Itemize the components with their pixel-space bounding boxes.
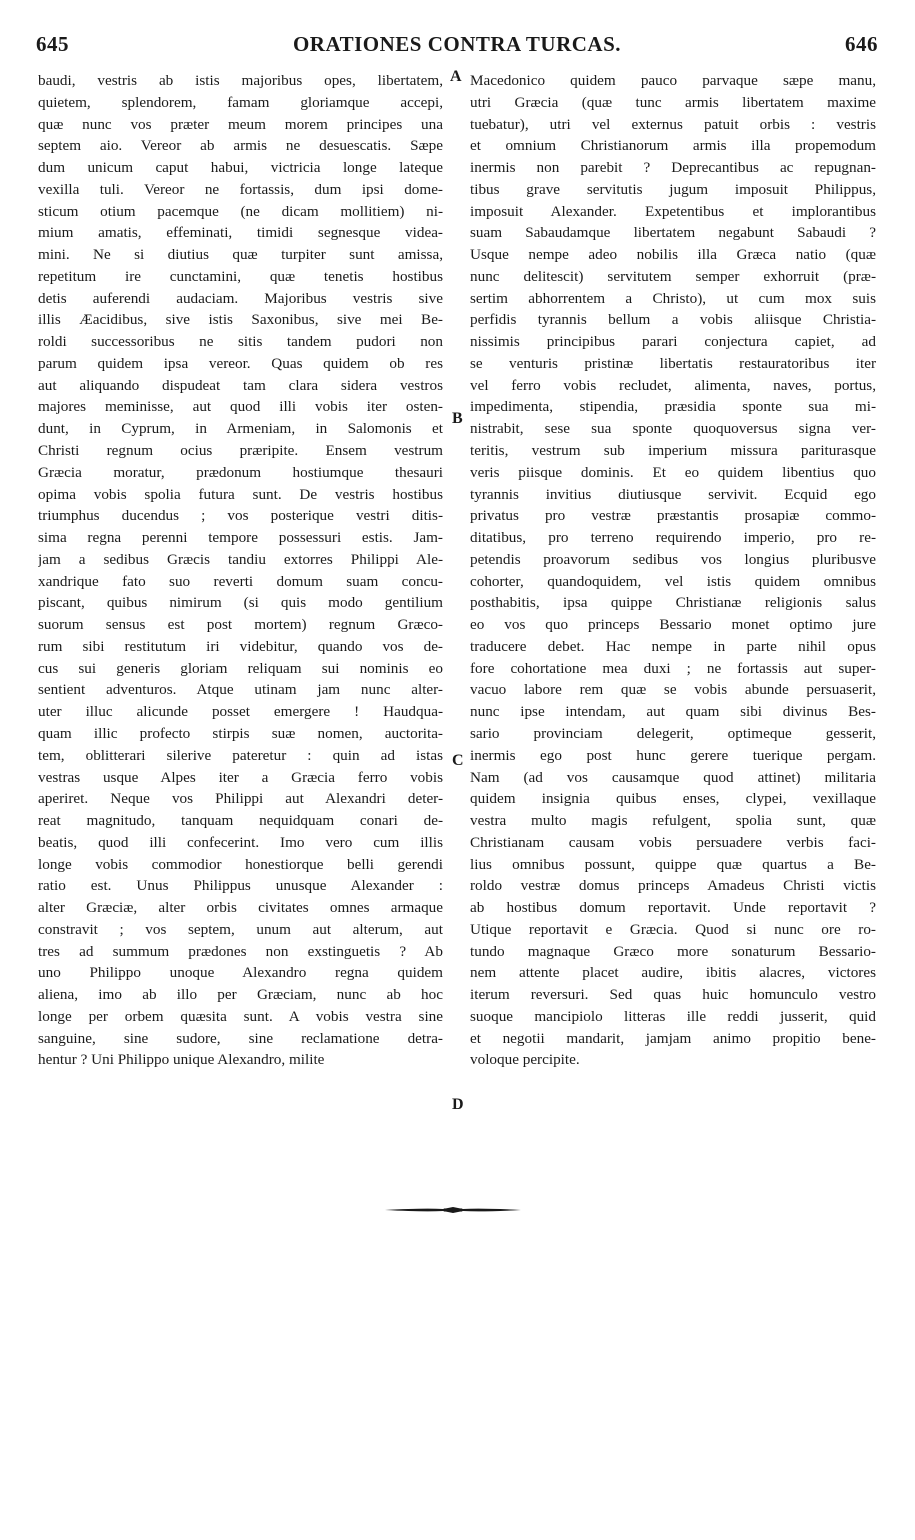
right-column-line: cohorter, quandoquidem, vel istis quidem omnibus (470, 572, 876, 590)
left-column-line: alter Græciæ, alter orbis civitates omnes armaque (38, 899, 443, 917)
right-column-line: et omnium Christianorum armis illa propemodum (470, 137, 876, 155)
right-column-line: fore cohortatione mea duxi ; ne fortassis aut super- (470, 659, 876, 677)
right-column-line: inermis ego post hunc gerere tuerique pergam. (470, 746, 876, 764)
left-column-line: baudi, vestris ab istis majoribus opes, libertatem, (38, 72, 443, 89)
right-column-line: roldo vestræ domus princeps Amadeus Christi victis (470, 877, 876, 895)
right-column-line: et negotii mandarit, jamjam animo propitio bene- (470, 1029, 876, 1047)
right-column-line: Macedonico quidem pauco parvaque sæpe manu, (470, 72, 876, 89)
section-marker-c: C (452, 752, 464, 769)
running-header (36, 32, 878, 62)
left-column-line: dum unicum caput habui, victricia longe lateque (38, 159, 443, 177)
left-column-line: mini. Ne si diutius quæ turpiter sunt amissa, (38, 246, 443, 264)
right-column-line: teritis, vestrum sub imperium missura pariturasque (470, 442, 876, 460)
right-column-line: vel ferro vobis recludet, alimenta, naves, portus, (470, 376, 876, 394)
right-column-line: Christianam causam vobis persuadere verbis faci- (470, 833, 876, 851)
right-column-line: perfidis tyrannis bellum a vobis aliisque Christia- (470, 311, 876, 329)
right-column-line: nem attente placet audire, ibitis alacres, victores (470, 964, 876, 982)
right-column-line: utri Græcia (quæ tunc armis libertatem maxime (470, 93, 876, 111)
right-column-line: petendis proavorum sedibus vos longius pluribusve (470, 550, 876, 568)
left-column-line: sentient adventuros. Atque utinam jam nunc alter- (38, 681, 443, 699)
left-column-line: parum quidem ipsa vereor. Quas quidem ob res (38, 354, 443, 372)
right-column-line: suam Sabaudamque libertatem negabunt Sabaudi ? (470, 224, 876, 242)
section-marker-b: B (452, 410, 463, 427)
right-column-line: sario provinciam delegerit, optimeque gesserit, (470, 724, 876, 742)
left-column-line: longe per orbem quæsita sunt. A vobis vestra sine (38, 1007, 443, 1025)
left-column-line: reat magnitudo, tanquam nequidquam conari de- (38, 812, 443, 830)
right-column-line: vestra multo magis refulgent, spolia sunt, quæ (470, 812, 876, 830)
left-column-line: sima regna perenni tempore possessuri estis. Jam- (38, 529, 443, 547)
right-column-line: veris piisque dominis. Et eo quidem libentius quo (470, 463, 876, 481)
right-column-line: eo vos quo princeps Bessario monet optimo jure (470, 616, 876, 634)
running-title: ORATIONES CONTRA TURCAS. (292, 32, 622, 56)
left-column-line: tres ad summum prædones non exstinguetis ? Ab (38, 942, 443, 960)
section-marker-d: D (452, 1096, 464, 1113)
left-column-line: hentur ? Uni Philippo unique Alexandro, milite (38, 1051, 325, 1069)
left-column-line: Græcia moratur, prædonum hostiumque thesauri (38, 463, 443, 481)
right-column-line: inermis non parebit ? Deprecantibus ac repugnan- (470, 159, 876, 177)
right-column-line: privatus pro vestræ præstantis prosapiæ commo- (470, 507, 876, 525)
left-column-line: septem aio. Vereor ab armis ne desuescatis. Sæpe (38, 137, 443, 155)
left-column-line: quæ nunc vos præter meum morem principes una (38, 115, 443, 133)
tailpiece-ornament (383, 1204, 523, 1216)
right-column-line: vacuo labore rem quæ se vobis abunde persuaserit, (470, 681, 876, 699)
right-column-line: sertim abhorrentem a Christo), ut cum mox suis (470, 289, 876, 307)
right-column-line: posthabitis, ipsa quippe Christianæ religionis salus (470, 594, 876, 612)
right-column-line: iterum reversuri. Sed quas huic homunculo vestro (470, 986, 876, 1004)
page-number-right: 646 (845, 32, 878, 56)
left-column-line: longe vobis commodior honestiorque belli gerendi (38, 855, 443, 873)
right-column-line: Usque nempe adeo nobilis illa Græca natio (quæ (470, 246, 876, 264)
left-column-line: triumphus ducendus ; vos posterique vestri ditis- (38, 507, 443, 525)
left-column-line: detis auferendi audaciam. Majoribus vestris sive (38, 289, 443, 307)
right-column-line: ab hostibus domum reportavit. Unde reportavit ? (470, 899, 876, 917)
left-column-line: rum sibi restitutum iri videbitur, quando vos de- (38, 637, 443, 655)
right-column-line: suoque mancipiolo litteras ille reddi jusserit, quid (470, 1007, 876, 1025)
left-column-line: tem, oblitterari silerive pateretur : quin ad istas (38, 746, 443, 764)
right-column-line: tundo magnaque Græco more sonaturum Bessario- (470, 942, 876, 960)
left-column-line: quam illic profecto stirpis suæ nomen, auctorita- (38, 724, 443, 742)
left-column-line: constravit ; vos septem, unum aut alterum, aut (38, 920, 443, 938)
right-column-line: Utique reportavit e Græcia. Quod si nunc ore ro- (470, 920, 876, 938)
right-column-line: tibus grave servitutis jugum imposuit Philippus, (470, 180, 876, 198)
left-column-line: uter illuc alicunde posset emergere ! Haudqua- (38, 703, 443, 721)
right-column-line: lius omnibus possunt, quippe quæ quartus a Be- (470, 855, 876, 873)
right-column-line: Nam (ad vos causamque quod attinet) militaria (470, 768, 876, 786)
section-marker-a: A (450, 68, 462, 85)
left-column-line: mium amatis, effeminati, timidi segnesque videa- (38, 224, 443, 242)
left-column-line: dunt, in Cyprum, in Armeniam, in Salomonis et (38, 420, 443, 438)
left-column-line: jam a sedibus Græcis tandiu extorres Philippi Ale- (38, 550, 443, 568)
left-column-line: opima vobis spolia futura sunt. De vestris hostibus (38, 485, 443, 503)
left-column-line: majores meminisse, aut quod illi vobis iter osten- (38, 398, 443, 416)
right-column-line: nissimis principibus parari conjectura capiet, ad (470, 333, 876, 351)
left-column-line: piscant, quibus nimirum (si quis modo gentilium (38, 594, 443, 612)
right-column-line: nistrabit, sese sua sponte quoquoversus signa ver- (470, 420, 876, 438)
left-column-line: Christi regnum ocius præripite. Ensem vestrum (38, 442, 443, 460)
left-column-line: uno Philippo unoque Alexandro regna quidem (38, 964, 443, 982)
left-column-line: xandrique fato suo reverti domum suam concu- (38, 572, 443, 590)
left-column-line: ratio est. Unus Philippus unusque Alexander : (38, 877, 443, 895)
right-text-column (470, 70, 876, 1071)
right-column-line: quidem insignia quibus enses, clypei, vexillaque (470, 790, 876, 808)
right-column-line: nunc delitescit) servitutem semper exhorruit (præ- (470, 267, 876, 285)
right-column-line: imposuit Alexander. Expetentibus et implorantibus (470, 202, 876, 220)
left-column-line: vexilla tuli. Vereor ne fortassis, dum ipsi dome- (38, 180, 443, 198)
left-column-line: aut aliquando dispudeat tam clara sidera vestros (38, 376, 443, 394)
left-column-line: roldi successoribus ne sitis tandem pudori non (38, 333, 443, 351)
left-column-line: aperiret. Neque vos Philippi aut Alexandri deter- (38, 790, 443, 808)
left-column-line: repetitum ire cunctamini, quæ tenetis hostibus (38, 267, 443, 285)
left-column-line: sanguine, sine sudore, sine reclamatione detra- (38, 1029, 443, 1047)
left-column-line: quietem, splendorem, famam gloriamque accepi, (38, 93, 443, 111)
left-column-line: suorum sensus est post mortem) regnum Græco- (38, 616, 443, 634)
left-column-line: aliena, imo ab illo per Græciam, nunc ab hoc (38, 986, 443, 1004)
right-column-line: tyrannis invitius diutiusque servivit. Ecquid ego (470, 485, 876, 503)
right-column-line: voloque percipite. (470, 1051, 580, 1069)
right-column-line: ditatibus, pro terreno requirendo imperio, pro re- (470, 529, 876, 547)
right-column-line: impedimenta, stipendia, præsidia sponte sua mi- (470, 398, 876, 416)
left-column-line: sticum otium pacemque (ne dicam mollitiem) ni- (38, 202, 443, 220)
left-column-line: beatis, quod illi confecerint. Imo vero cum illis (38, 833, 443, 851)
right-column-line: tuebatur), utri vel externus patuit orbis : vestris (470, 115, 876, 133)
left-column-line: illis Æacidibus, sive istis Saxonibus, sive mei Be- (38, 311, 443, 329)
right-column-line: nunc ipse intendam, aut quam sibi divinus Bes- (470, 703, 876, 721)
left-column-line: vestras usque Alpes iter a Græcia ferro vobis (38, 768, 443, 786)
page-number-left: 645 (36, 32, 69, 56)
right-column-line: traducere debet. Hac nempe in parte nihil opus (470, 637, 876, 655)
right-column-line: se venturis pristinæ libertatis restauratoribus iter (470, 354, 876, 372)
left-column-line: cus sui generis gloriam reliquam sui nominis eo (38, 659, 443, 677)
left-text-column (38, 70, 443, 1071)
